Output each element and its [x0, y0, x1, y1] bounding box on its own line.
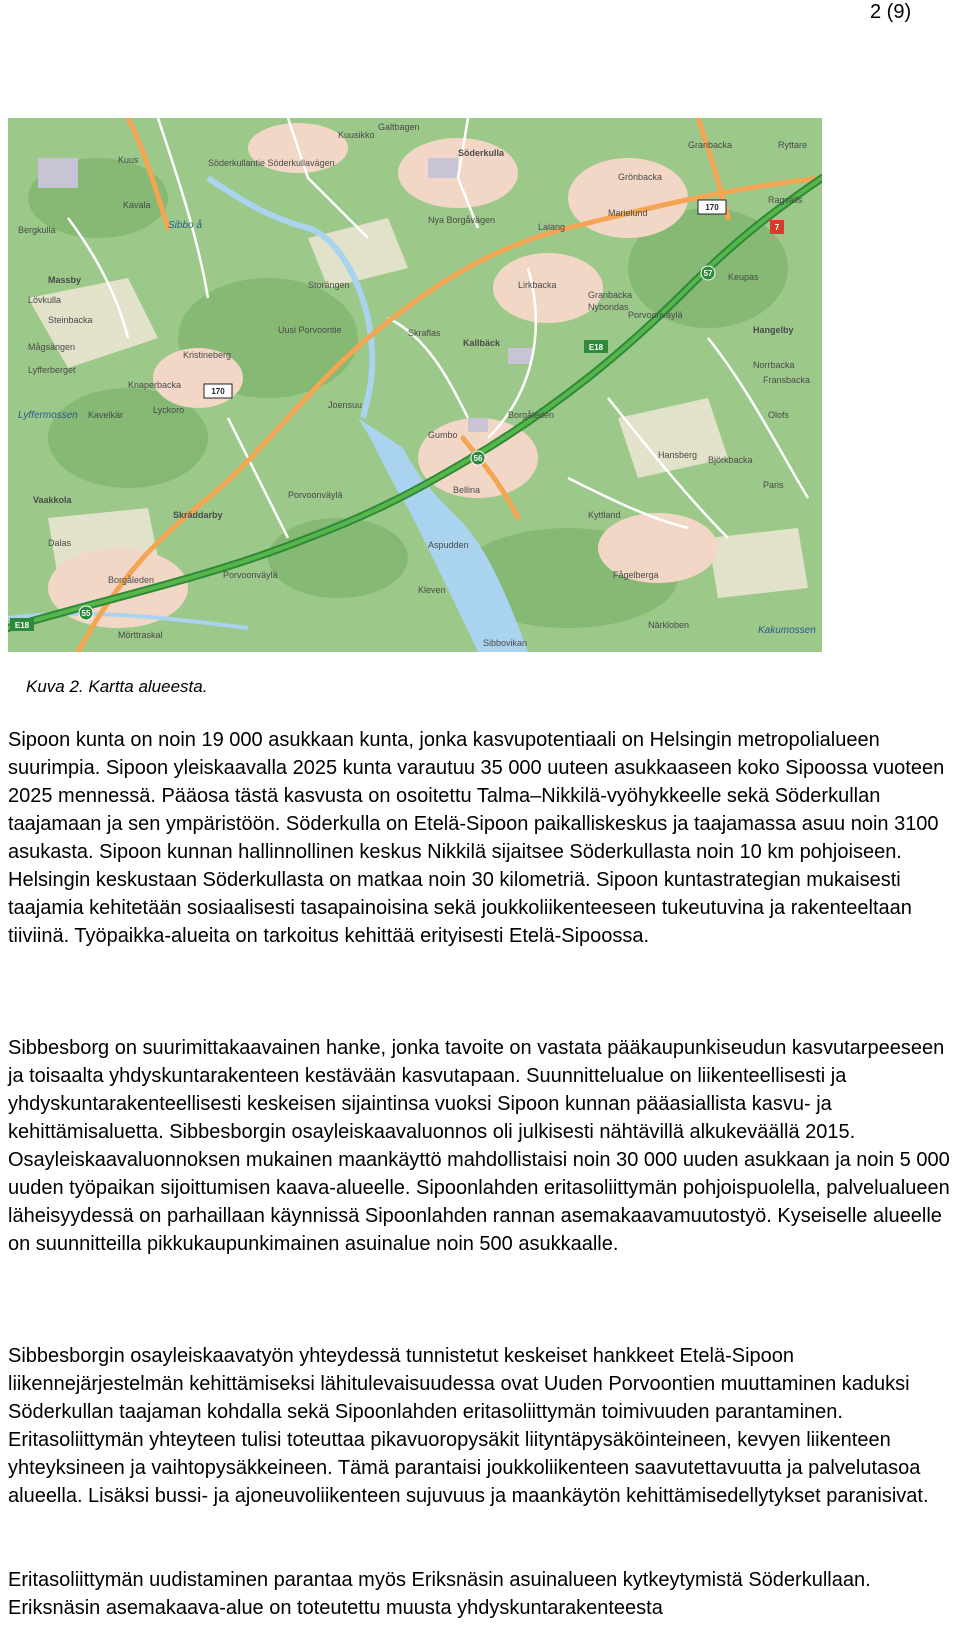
- svg-text:7: 7: [774, 223, 780, 232]
- map-label: Kyttland: [588, 510, 621, 520]
- figure-caption: Kuva 2. Kartta alueesta.: [26, 677, 208, 696]
- map-label: Massby: [48, 275, 82, 285]
- map-label: Granbacka: [688, 140, 733, 150]
- map-label: Kuusikko: [338, 130, 375, 140]
- map-label: Ragvalls: [768, 195, 803, 205]
- map-label: Lyckoro: [153, 405, 185, 415]
- svg-text:55: 55: [81, 609, 91, 618]
- e18-left-badge: [10, 618, 34, 631]
- paragraph-interchange: Eritasoliittymän uudistaminen parantaa myös Eriksnäsin asuinalueen kytkeytymistä Söderkullaan. Eriksnäsin asemakaava-alue on toteutettu muusta yhdyskuntarakenteesta: [8, 1569, 871, 1619]
- map-label: Kristineberg: [183, 350, 232, 360]
- svg-text:170: 170: [211, 387, 225, 396]
- map-label: Paris: [763, 480, 784, 490]
- paragraph-projects: Sibbesborgin osayleiskaavatyön yhteydessä tunnistetut keskeiset hankkeet Etelä-Sipoon liikennejärjestelmän kehittämiseksi lähitulevaisuudessa ovat Uuden Porvoontien muuttaminen kaduksi Söderkullan taajaman kohdalla sekä Sipoonlahden eritasoliittymän toimivuuden parantaminen. Eritasoliittymän yhteyteen tulisi toteuttaa pikavuoropysäkit liityntäpysäköinteineen, kevyen liikenteen yhteyksineen ja vaihtopysäkkeineen. Tämä parantaisi joukkoliikenteen saavutettavuutta ja palvelutasoa alueella. Lisäksi bussi- ja ajoneuvoliikenteen sujuvuus ja maankäytön kehittämisedellytykset paranisivat.: [8, 1345, 929, 1507]
- map-label: Hangelby: [753, 325, 794, 335]
- map-label: Keupas: [728, 272, 759, 282]
- map-label: Skräddarby: [173, 510, 223, 520]
- map-label: Nybondas: [588, 302, 629, 312]
- map-label: Björkbacka: [708, 455, 753, 465]
- area-map: [8, 118, 822, 652]
- svg-text:E18: E18: [588, 343, 604, 352]
- map-label: Storängen: [308, 280, 350, 290]
- map-label: Söderkullantie Söderkullavägen: [208, 158, 335, 168]
- route-7-badge: [770, 220, 784, 234]
- map-label: Nya Borgåvägen: [428, 215, 496, 225]
- map-label: Marielund: [608, 208, 648, 218]
- map-label: Sibbo å: [168, 220, 202, 231]
- paragraph-municipality: Sipoon kunta on noin 19 000 asukkaan kunta, jonka kasvupotentiaali on Helsingin metropolialueen suurimpia. Sipoon yleiskaavalla 2025 kunta varautuu 35 000 uuteen asukkaaseen koko Sipoossa vuoteen 2025 mennessä. Pääosa tästä kasvusta on osoitettu Talma–Nikkilä-vyöhykkeelle sekä Söderkullan taajamaan ja sen ympäristöön. Söderkulla on Etelä-Sipoon paikalliskeskus ja taajamassa asuu noin 3100 asukasta. Sipoon kunnan hallinnollinen keskus Nikkilä sijaitsee Söderkullasta noin 10 km pohjoiseen. Helsingin keskustaan Söderkullasta on matkaa noin 30 kilometriä. Sipoon kuntastrategian mukaisesti taajamia kehitetään sosiaalisesti tasapainoisina sekä joukkoliikenteeseen tukeutuvina ja rakenteeltaan tiiviinä. Työpaikka-alueita on tarkoitus kehittää erityisesti Etelä-Sipoossa.: [8, 729, 945, 947]
- map-label: Bergkulla: [18, 225, 56, 235]
- junction-57-badge: [701, 266, 715, 280]
- map-label: Mågsängen: [28, 342, 76, 352]
- map-label: Kavelkär: [88, 410, 124, 420]
- map-label: Fågelberga: [613, 570, 659, 580]
- map-label: Grönbacka: [618, 172, 663, 182]
- map-label: Uusi Porvoontie: [278, 325, 342, 335]
- map-label: Gumbo: [428, 430, 458, 440]
- map-label: Porvoonväylä: [223, 570, 278, 580]
- junction-55-badge: [79, 606, 93, 620]
- map-label: Granbacka: [588, 290, 633, 300]
- map-graphic: [8, 118, 822, 652]
- svg-text:57: 57: [703, 269, 713, 278]
- map-label: Dalas: [48, 538, 72, 548]
- map-label: Lyffermossen: [18, 410, 78, 421]
- map-label: Kallbäck: [463, 338, 501, 348]
- svg-text:E18: E18: [14, 621, 30, 630]
- junction-56-badge: [471, 451, 485, 465]
- map-label: Galtbagen: [378, 122, 420, 132]
- map-label: Bellina: [453, 485, 481, 495]
- map-label: Aspudden: [428, 540, 469, 550]
- paragraph-sibbesborg: Sibbesborg on suurimittakaavainen hanke, jonka tavoite on vastata pääkaupunkiseudun kasvutarpeeseen ja toisaalta yhdyskuntarakenteen kestävään kasvutapaan. Suunnittelualue on liikenteellisesti ja yhdyskuntarakenteellisesti keskeisen sijaintinsa vuoksi Sipoon kunnan pääasiallista kasvu- ja kehittämisaluetta. Sibbesborgin osayleiskaavaluonnos oli julkisesti nähtävillä alkukeväällä 2015. Osayleiskaavaluonnoksen mukainen maankäyttö mahdollistaisi noin 30 000 uuden asukkaan ja noin 5 000 uuden työpaikan sijoittumisen kaava-alueelle. Sipoonlahden eritasoliittymän pohjoispuolella, palvelualueen läheisyydessä on parhaillaan käynnissä Sipoonlahden rannan asemakaavamuutostyö. Kyseiselle alueelle on suunnitteilla pikkukaupunkimainen asuinalue noin 500 asukkaalle.: [8, 1037, 950, 1255]
- svg-text:56: 56: [473, 454, 483, 463]
- page-number: 2 (9): [870, 1, 912, 23]
- map-label: Porvoonväylä: [628, 310, 683, 320]
- map-label: Norrbacka: [753, 360, 795, 370]
- map-label: Kakumossen: [758, 625, 816, 636]
- map-label: Fransbacka: [763, 375, 811, 385]
- map-label: Söderkulla: [458, 148, 505, 158]
- map-label: Steinbacka: [48, 315, 93, 325]
- map-label: Sibbovikan: [483, 638, 528, 648]
- map-label: Skraflas: [408, 328, 441, 338]
- map-label: Borgåleden: [508, 410, 555, 420]
- map-label: Borgåleden: [108, 575, 155, 585]
- map-label: Vaakkola: [33, 495, 72, 505]
- map-label: Olofs: [768, 410, 790, 420]
- map-label: Hansberg: [658, 450, 698, 460]
- map-label: Porvoonväylä: [288, 490, 343, 500]
- map-label: Närkloben: [648, 620, 690, 630]
- route-170-left-badge: [204, 384, 232, 398]
- map-label: Ryttare: [778, 140, 808, 150]
- map-label: Knaperbacka: [128, 380, 182, 390]
- map-label: Lyfferberget: [28, 365, 76, 375]
- map-label: Kuus: [118, 155, 139, 165]
- map-label: Joensuu: [328, 400, 363, 410]
- map-label: Lövkulla: [28, 295, 62, 305]
- e18-mid-badge: [584, 340, 608, 353]
- map-label: Mörttraskal: [118, 630, 163, 640]
- svg-text:170: 170: [705, 203, 719, 212]
- map-label: Lalang: [538, 222, 566, 232]
- map-label: Kleven: [418, 585, 446, 595]
- route-170-top-badge: [698, 200, 726, 214]
- map-label: Lirkbacka: [518, 280, 557, 290]
- map-label: Kavala: [123, 200, 151, 210]
